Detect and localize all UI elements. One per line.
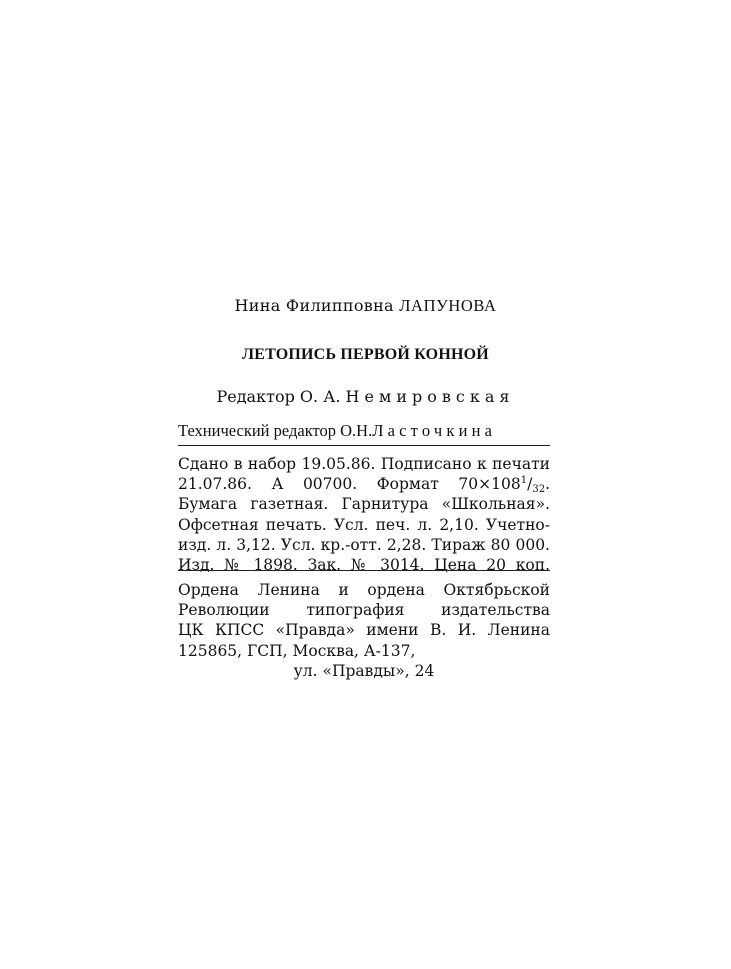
imprint-line: Бумага газетная. Гарнитура «Школьная». — [178, 495, 550, 514]
imprint-line: Офсетная печать. Усл. печ. л. 2,10. Учетно- — [178, 515, 550, 534]
printer-line: Революции типография издательства — [178, 601, 550, 620]
imprint-line: Изд. № 1898. Зак. № 3014. Цена 20 коп. — [178, 556, 550, 575]
author-line — [0, 296, 731, 316]
editor-line — [0, 387, 731, 406]
printer-line: Ордена Ленина и ордена Октябрьской — [178, 581, 550, 599]
imprint-line: Сдано в набор 19.05.86. Подписано к печати — [178, 455, 550, 473]
book-title: ЛЕТОПИСЬ ПЕРВОЙ КОННОЙ — [242, 346, 489, 363]
divider-rule — [178, 445, 550, 446]
author-surname: ЛАПУНОВА — [399, 296, 497, 315]
imprint-line: изд. л. 3,12. Усл. кр.-отт. 2,28. Тираж 80 000. — [178, 535, 550, 554]
format-fraction-numerator: 1 — [520, 475, 528, 487]
printer-line: ул. «Правды», 24 — [293, 661, 435, 680]
editor-label: Редактор О. А. — [216, 387, 341, 406]
imprint-line-format — [178, 474, 550, 494]
tech-editor-line — [178, 421, 552, 441]
divider-rule — [178, 570, 550, 571]
editor-name: Немировская — [345, 387, 515, 406]
format-fraction-denominator: 32 — [532, 484, 546, 496]
imprint-format-text: 21.07.86. А 00700. Формат 70×108 — [178, 475, 521, 494]
author-name: Нина Филипповна — [234, 296, 394, 315]
format-fraction-slash: / — [527, 475, 533, 494]
tech-editor-name: Ласточкина — [372, 421, 497, 440]
printer-block — [178, 580, 550, 681]
printer-line: ЦК КПСС «Правда» имени В. И. Ленина — [178, 621, 550, 640]
format-period: . — [545, 475, 550, 494]
imprint-block — [178, 454, 550, 575]
printer-line: 125865, ГСП, Москва, А-137, — [178, 641, 416, 660]
tech-editor-label: Технический редактор О.Н. — [178, 421, 373, 440]
